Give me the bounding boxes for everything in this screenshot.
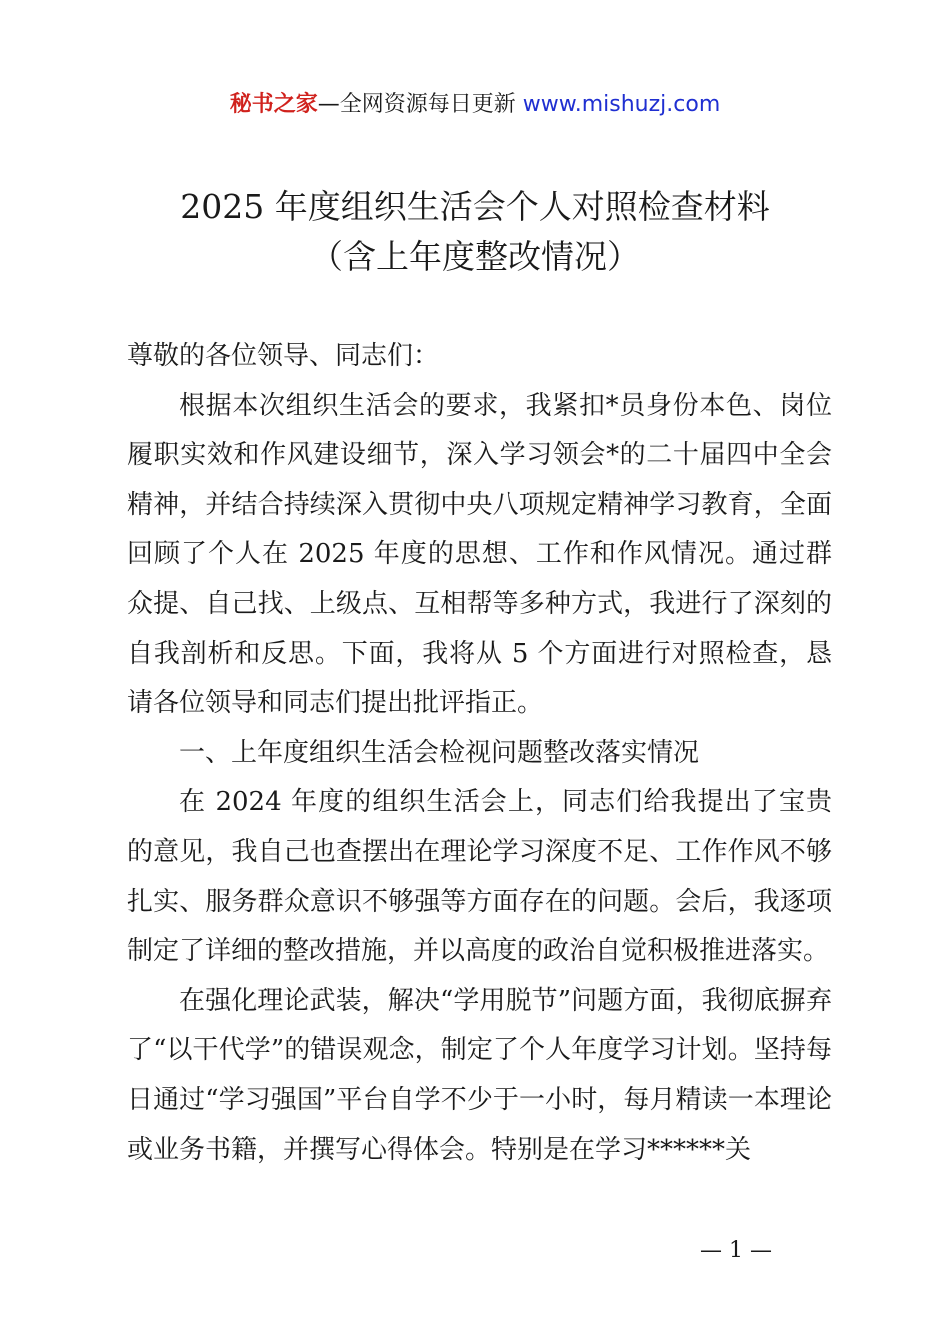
document-body [127, 332, 832, 1175]
site-brand-name: 秘书之家 [229, 92, 318, 117]
page-number: — 1 — [700, 1238, 772, 1263]
site-url-link[interactable]: www.mishuzj.com [522, 92, 721, 117]
section-heading: 一、上年度组织生活会检视问题整改落实情况 [179, 737, 700, 768]
salutation: 尊敬的各位领导、同志们： [127, 341, 440, 371]
document-title: 2025 年度组织生活会个人对照检查材料 [180, 187, 770, 226]
site-tagline: —全网资源每日更新 [317, 92, 523, 117]
site-header-banner [0, 88, 950, 122]
intro-paragraph: 根据本次组织生活会的要求，我紧扣*员身份本色、岗位履职实效和作风建设细节，深入学习领会*的二十届四中全会精神，并结合持续深入贯彻中央八项规定精神学习教育，全面回顾了个人在 2025 年度的思想、工作和作风情况。通过群众提、自己找、上级点、互相帮等多种方式，我进行了深刻的自我剖析和反思。下面，我将从 5 个方面进行对照检查，恳请各位领导和同志们提出批评指正。 [127, 390, 832, 719]
document-subtitle: （含上年度整改情况） [310, 237, 640, 276]
body-paragraph: 在 2024 年度的组织生活会上，同志们给我提出了宝贵的意见，我自己也查摆出在理论学习深度不足、工作作风不够扎实、服务群众意识不够强等方面存在的问题。会后，我逐项制定了详细的整改措施，并以高度的政治自觉积极推进落实。 [127, 787, 832, 967]
body-paragraph: 在强化理论武装，解决“学用脱节”问题方面，我彻底摒弃了“以干代学”的错误观念，制定了个人年度学习计划。坚持每日通过“学习强国”平台自学不少于一小时，每月精读一本理论或业务书籍，并撰写心得体会。特别是在学习******关 [127, 985, 832, 1165]
